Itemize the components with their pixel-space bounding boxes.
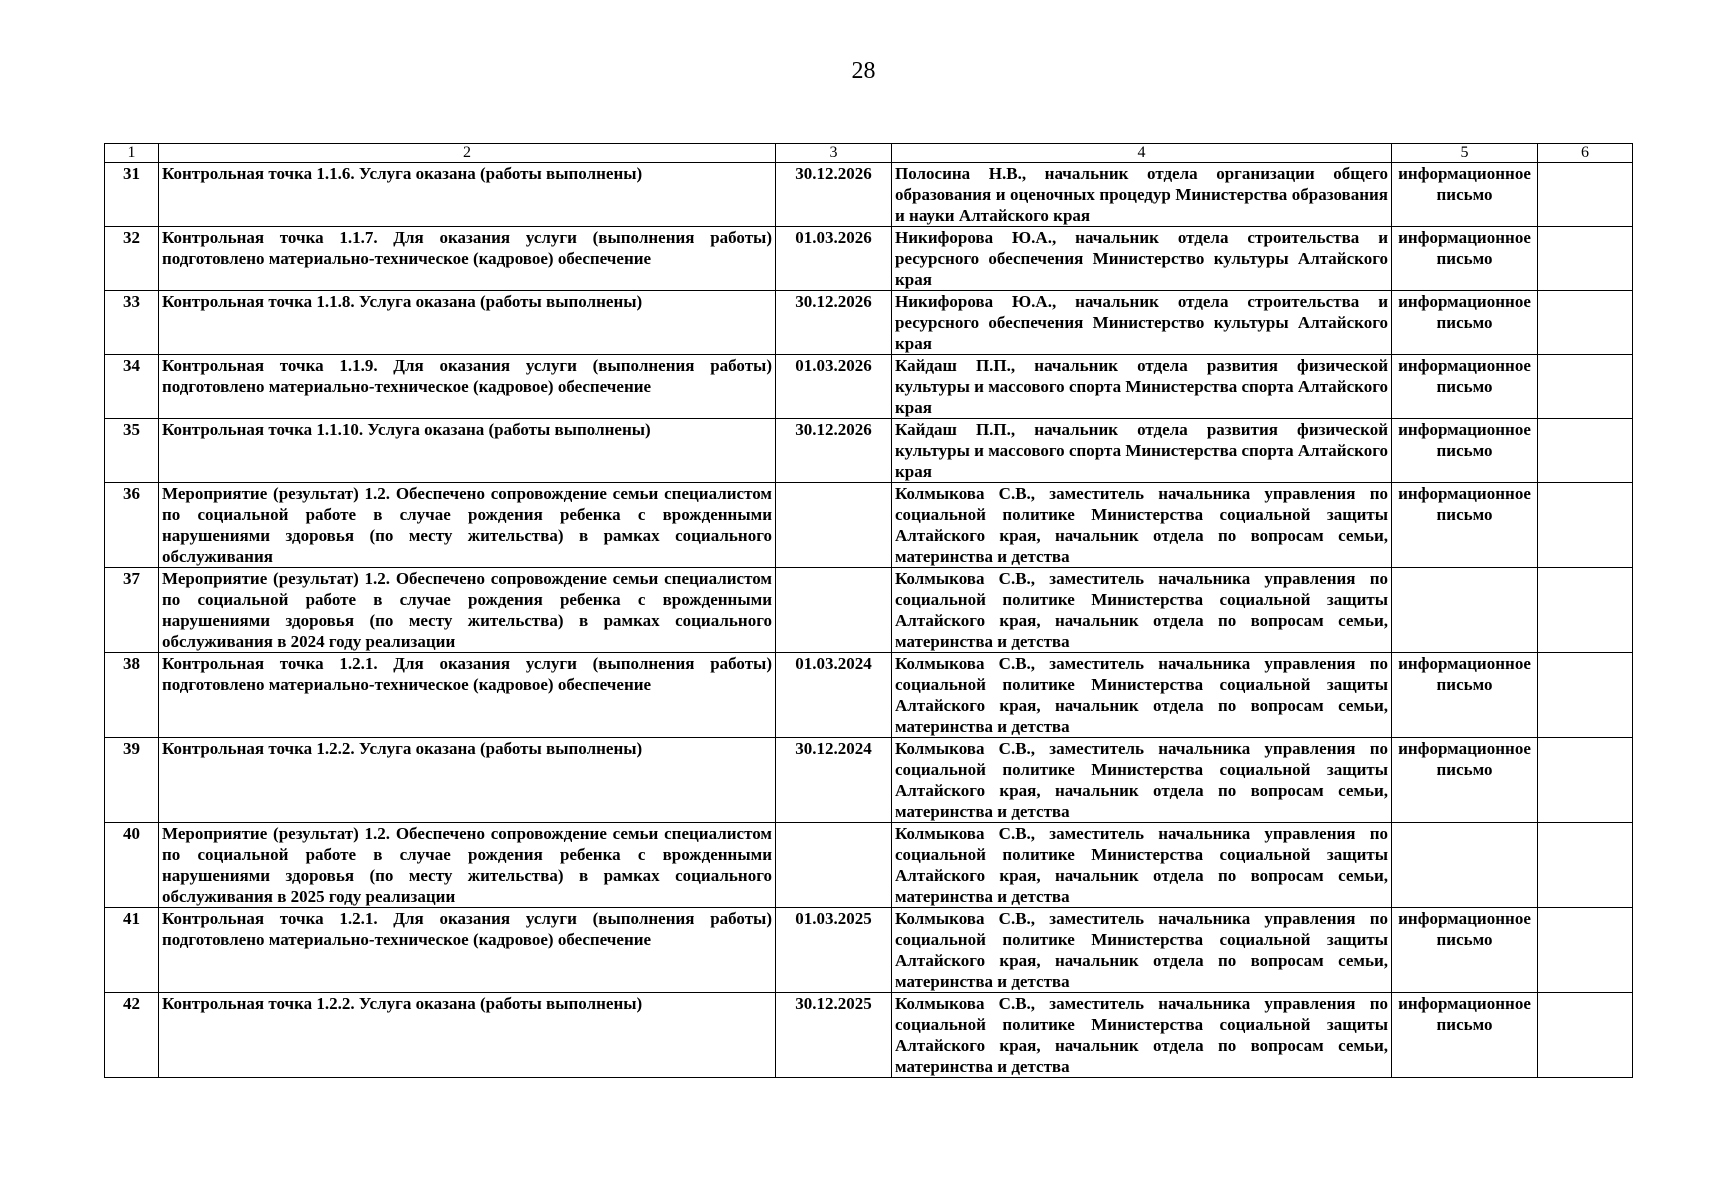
note-cell — [1538, 993, 1633, 1078]
note-cell — [1538, 163, 1633, 227]
responsible-person-cell: Колмыкова С.В., заместитель начальника управления по социальной политике Министерства социальной защиты Алтайского края, начальник отдела по вопросам семьи, материнства и детства — [892, 908, 1392, 993]
due-date-cell — [776, 568, 892, 653]
table-row — [105, 291, 1633, 355]
responsible-person-cell: Полосина Н.В., начальник отдела организации общего образования и оценочных процедур Министерства образования и науки Алтайского края — [892, 163, 1392, 227]
responsible-person-cell: Кайдаш П.П., начальник отдела развития физической культуры и массового спорта Министерства спорта Алтайского края — [892, 419, 1392, 483]
document-type-cell: информационное письмо — [1392, 419, 1538, 483]
row-number-cell: 35 — [105, 419, 159, 483]
column-header: 1 — [105, 144, 159, 163]
item-name-cell: Контрольная точка 1.2.1. Для оказания услуги (выполнения работы) подготовлено материально-техническое (кадровое) обеспечение — [159, 908, 776, 993]
table-row — [105, 355, 1633, 419]
page-number: 28 — [851, 58, 876, 84]
due-date-cell: 01.03.2026 — [776, 227, 892, 291]
responsible-person-cell: Колмыкова С.В., заместитель начальника управления по социальной политике Министерства социальной защиты Алтайского края, начальник отдела по вопросам семьи, материнства и детства — [892, 483, 1392, 568]
row-number-cell: 40 — [105, 823, 159, 908]
item-name-cell: Контрольная точка 1.1.9. Для оказания услуги (выполнения работы) подготовлено материально-техническое (кадровое) обеспечение — [159, 355, 776, 419]
table-row — [105, 568, 1633, 653]
note-cell — [1538, 483, 1633, 568]
item-name-cell: Контрольная точка 1.2.2. Услуга оказана (работы выполнены) — [159, 738, 776, 823]
table-row — [105, 419, 1633, 483]
row-number-cell: 39 — [105, 738, 159, 823]
table-row — [105, 993, 1633, 1078]
plan-table — [104, 143, 1633, 1078]
due-date-cell: 01.03.2025 — [776, 908, 892, 993]
note-cell — [1538, 568, 1633, 653]
responsible-person-cell: Кайдаш П.П., начальник отдела развития физической культуры и массового спорта Министерства спорта Алтайского края — [892, 355, 1392, 419]
note-cell — [1538, 823, 1633, 908]
responsible-person-cell: Никифорова Ю.А., начальник отдела строительства и ресурсного обеспечения Министерство культуры Алтайского края — [892, 291, 1392, 355]
item-name-cell: Контрольная точка 1.2.1. Для оказания услуги (выполнения работы) подготовлено материально-техническое (кадровое) обеспечение — [159, 653, 776, 738]
row-number-cell: 36 — [105, 483, 159, 568]
table-row — [105, 227, 1633, 291]
document-type-cell: информационное письмо — [1392, 483, 1538, 568]
note-cell — [1538, 908, 1633, 993]
responsible-person-cell: Колмыкова С.В., заместитель начальника управления по социальной политике Министерства социальной защиты Алтайского края, начальник отдела по вопросам семьи, материнства и детства — [892, 568, 1392, 653]
note-cell — [1538, 419, 1633, 483]
document-type-cell — [1392, 823, 1538, 908]
document-type-cell — [1392, 568, 1538, 653]
document-type-cell: информационное письмо — [1392, 908, 1538, 993]
item-name-cell: Мероприятие (результат) 1.2. Обеспечено сопровождение семьи специалистом по социальной работе в случае рождения ребенка с врожденными нарушениями здоровья (по месту жительства) в рамках социального обслуживания в 2024 году реализации — [159, 568, 776, 653]
column-header: 2 — [159, 144, 776, 163]
document-type-cell: информационное письмо — [1392, 227, 1538, 291]
due-date-cell: 30.12.2025 — [776, 993, 892, 1078]
column-header: 4 — [892, 144, 1392, 163]
document-type-cell: информационное письмо — [1392, 738, 1538, 823]
document-type-cell: информационное письмо — [1392, 993, 1538, 1078]
item-name-cell: Мероприятие (результат) 1.2. Обеспечено сопровождение семьи специалистом по социальной работе в случае рождения ребенка с врожденными нарушениями здоровья (по месту жительства) в рамках социального обслуживания в 2025 году реализации — [159, 823, 776, 908]
due-date-cell: 01.03.2026 — [776, 355, 892, 419]
due-date-cell: 30.12.2024 — [776, 738, 892, 823]
column-header: 3 — [776, 144, 892, 163]
table-row — [105, 738, 1633, 823]
item-name-cell: Контрольная точка 1.1.8. Услуга оказана (работы выполнены) — [159, 291, 776, 355]
due-date-cell — [776, 823, 892, 908]
table-row — [105, 653, 1633, 738]
row-number-cell: 41 — [105, 908, 159, 993]
responsible-person-cell: Никифорова Ю.А., начальник отдела строительства и ресурсного обеспечения Министерство культуры Алтайского края — [892, 227, 1392, 291]
table-row — [105, 823, 1633, 908]
document-type-cell: информационное письмо — [1392, 163, 1538, 227]
table-row — [105, 483, 1633, 568]
due-date-cell — [776, 483, 892, 568]
column-number-row — [105, 144, 1633, 163]
document-type-cell: информационное письмо — [1392, 653, 1538, 738]
due-date-cell: 30.12.2026 — [776, 163, 892, 227]
note-cell — [1538, 355, 1633, 419]
row-number-cell: 42 — [105, 993, 159, 1078]
document-type-cell: информационное письмо — [1392, 291, 1538, 355]
due-date-cell: 30.12.2026 — [776, 419, 892, 483]
responsible-person-cell: Колмыкова С.В., заместитель начальника управления по социальной политике Министерства социальной защиты Алтайского края, начальник отдела по вопросам семьи, материнства и детства — [892, 823, 1392, 908]
item-name-cell: Контрольная точка 1.2.2. Услуга оказана (работы выполнены) — [159, 993, 776, 1078]
due-date-cell: 01.03.2024 — [776, 653, 892, 738]
item-name-cell: Контрольная точка 1.1.6. Услуга оказана (работы выполнены) — [159, 163, 776, 227]
note-cell — [1538, 291, 1633, 355]
responsible-person-cell: Колмыкова С.В., заместитель начальника управления по социальной политике Министерства социальной защиты Алтайского края, начальник отдела по вопросам семьи, материнства и детства — [892, 738, 1392, 823]
note-cell — [1538, 227, 1633, 291]
row-number-cell: 32 — [105, 227, 159, 291]
row-number-cell: 34 — [105, 355, 159, 419]
note-cell — [1538, 653, 1633, 738]
row-number-cell: 37 — [105, 568, 159, 653]
item-name-cell: Контрольная точка 1.1.10. Услуга оказана (работы выполнены) — [159, 419, 776, 483]
table-row — [105, 908, 1633, 993]
note-cell — [1538, 738, 1633, 823]
due-date-cell: 30.12.2026 — [776, 291, 892, 355]
row-number-cell: 33 — [105, 291, 159, 355]
item-name-cell: Мероприятие (результат) 1.2. Обеспечено сопровождение семьи специалистом по социальной работе в случае рождения ребенка с врожденными нарушениями здоровья (по месту жительства) в рамках социального обслуживания — [159, 483, 776, 568]
row-number-cell: 38 — [105, 653, 159, 738]
responsible-person-cell: Колмыкова С.В., заместитель начальника управления по социальной политике Министерства социальной защиты Алтайского края, начальник отдела по вопросам семьи, материнства и детства — [892, 653, 1392, 738]
item-name-cell: Контрольная точка 1.1.7. Для оказания услуги (выполнения работы) подготовлено материально-техническое (кадровое) обеспечение — [159, 227, 776, 291]
column-header: 5 — [1392, 144, 1538, 163]
row-number-cell: 31 — [105, 163, 159, 227]
column-header: 6 — [1538, 144, 1633, 163]
document-type-cell: информационное письмо — [1392, 355, 1538, 419]
responsible-person-cell: Колмыкова С.В., заместитель начальника управления по социальной политике Министерства социальной защиты Алтайского края, начальник отдела по вопросам семьи, материнства и детства — [892, 993, 1392, 1078]
table-row — [105, 163, 1633, 227]
